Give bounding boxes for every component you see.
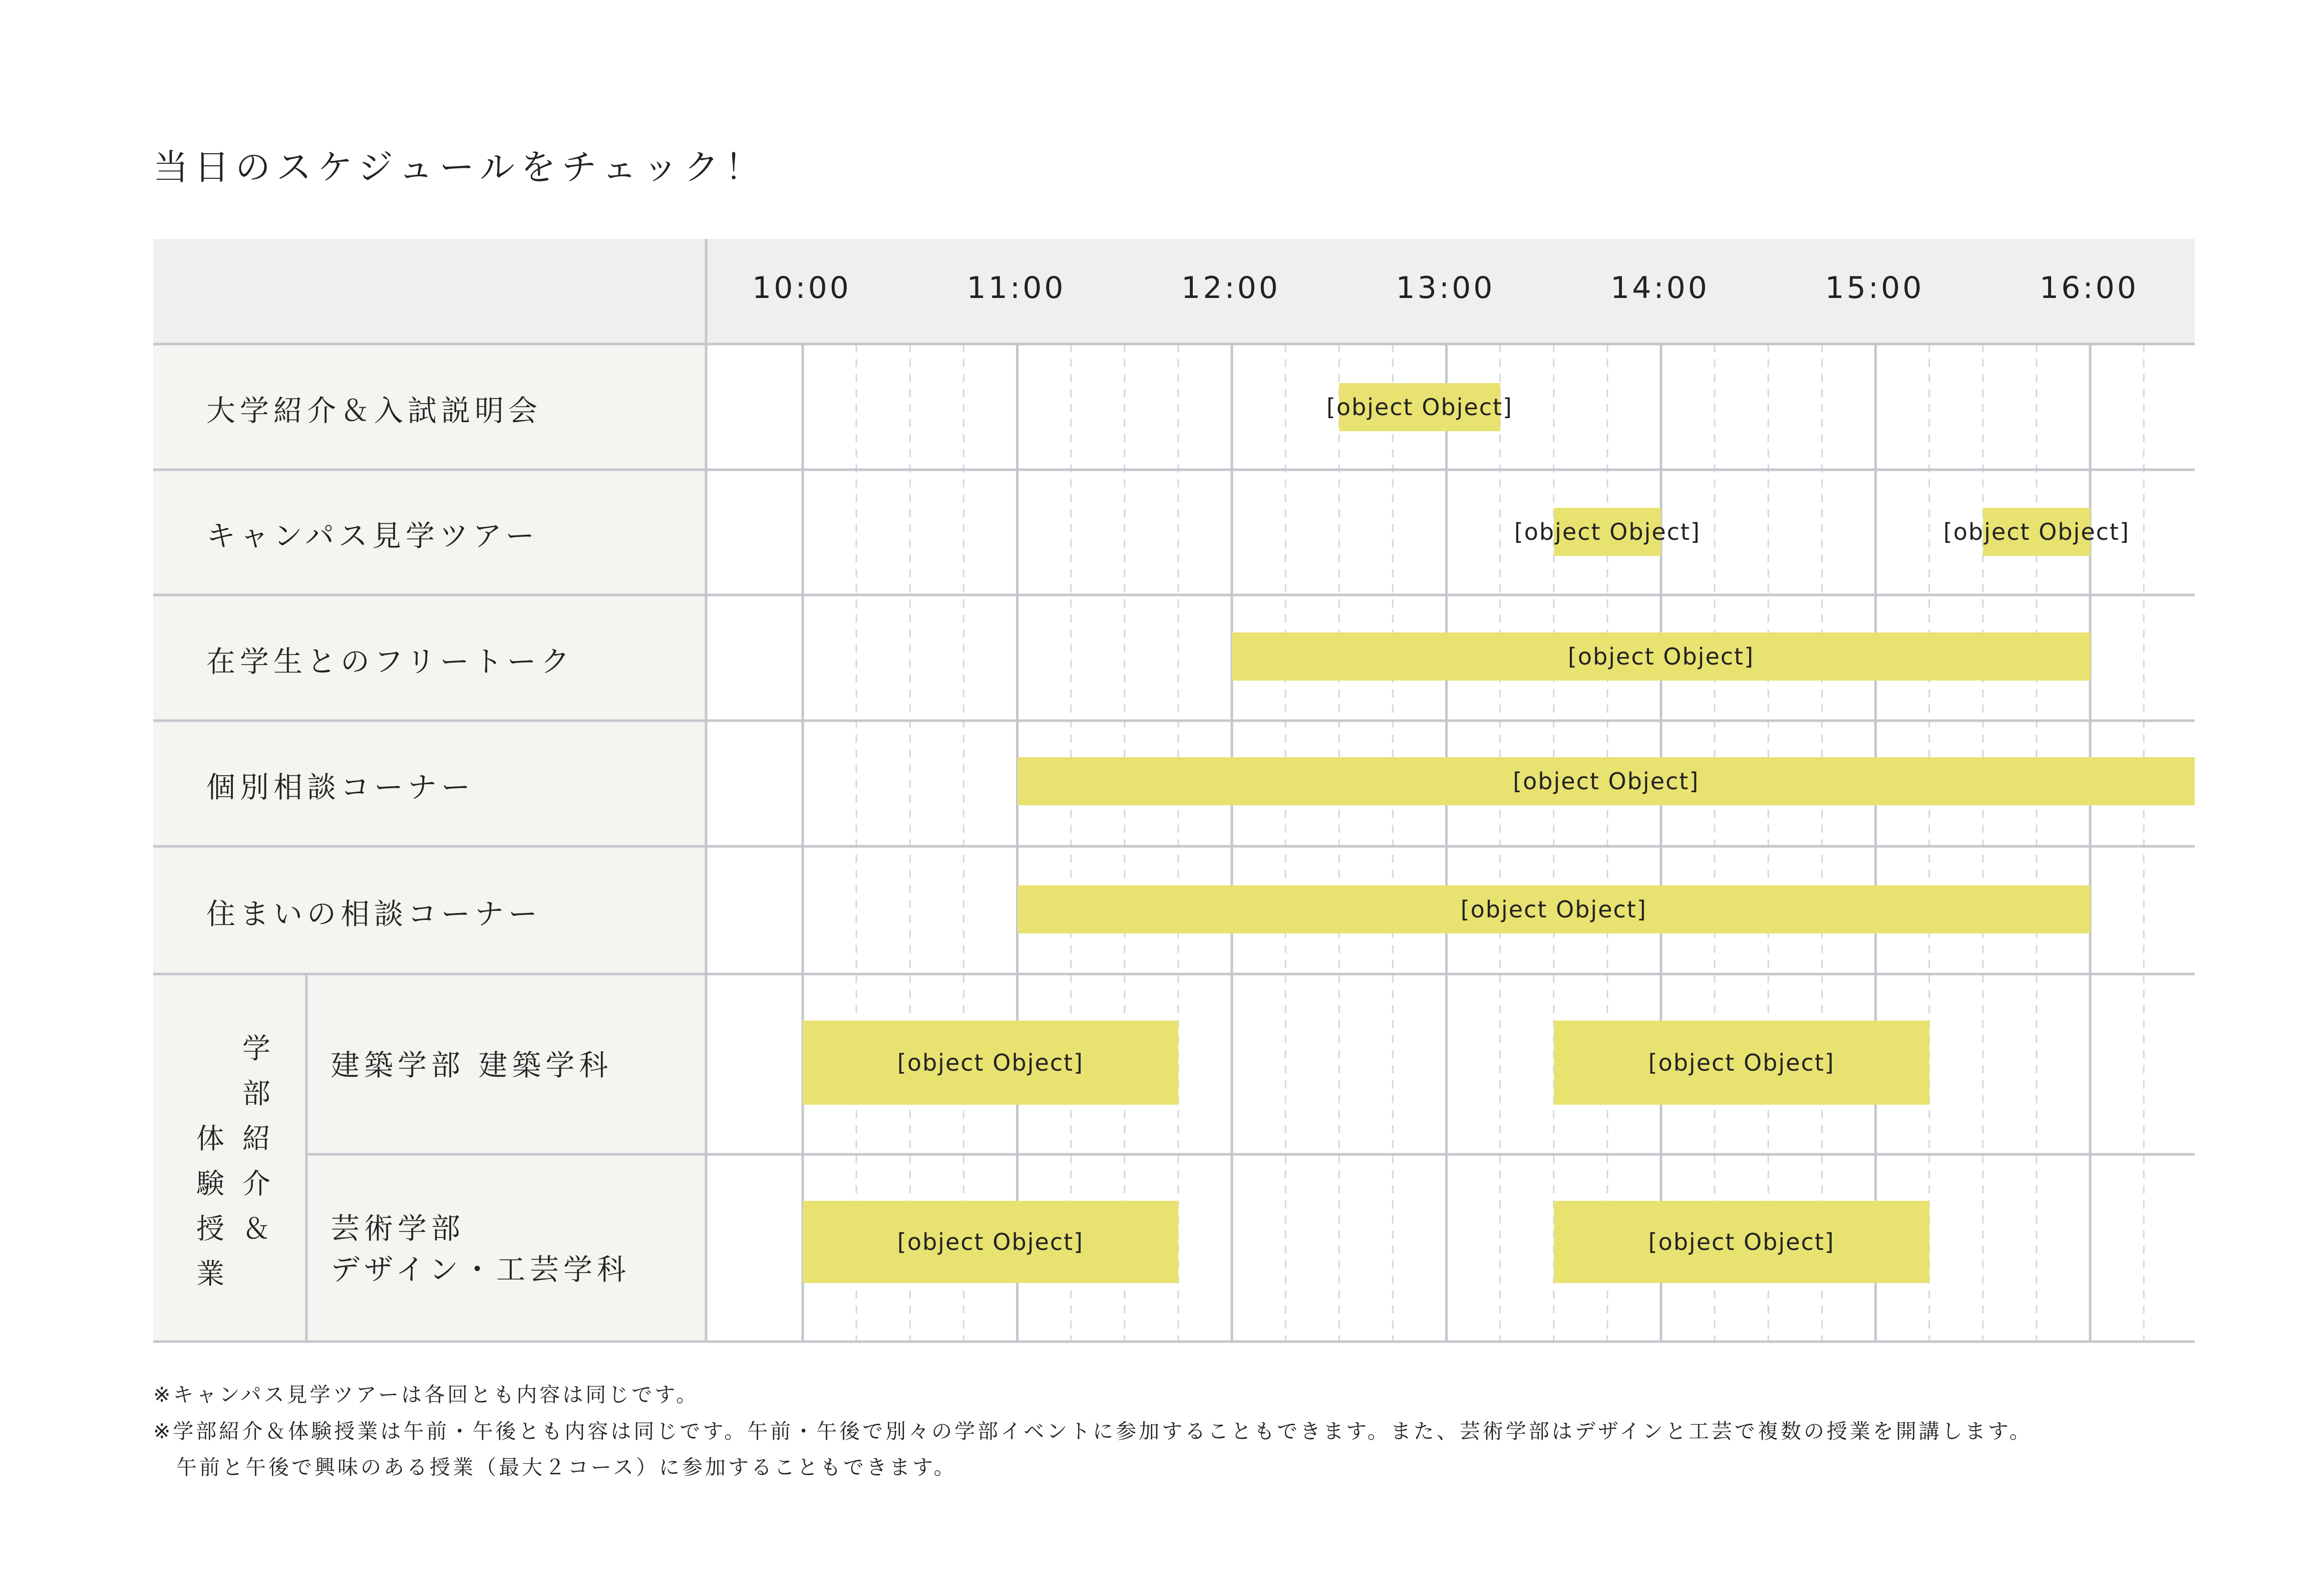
group-label-char: 授	[196, 1213, 224, 1245]
session-time-label: [object Object]	[1513, 768, 1700, 795]
session-bar	[1554, 1201, 1929, 1283]
session-bar	[1514, 508, 1701, 556]
footnote-1: ※キャンパス見学ツアーは各回とも内容は同じです。	[153, 1383, 699, 1407]
department-label-line: 芸術学部	[330, 1211, 465, 1245]
quarter-hour-gridlines	[856, 344, 2144, 1342]
session-time-label: [object Object]	[1648, 1049, 1835, 1076]
session-time-label: [object Object]	[1648, 1228, 1835, 1255]
department-label-line: デザイン・工芸学科	[330, 1252, 630, 1287]
session-bar	[803, 1021, 1178, 1105]
session-bar	[1326, 383, 1513, 431]
session-bar	[1018, 885, 2091, 933]
session-bar	[1554, 1021, 1929, 1105]
session-bar	[803, 1201, 1178, 1283]
hour-gridlines	[803, 344, 2090, 1342]
session-bar	[1943, 508, 2130, 556]
department-label	[330, 1208, 630, 1291]
session-time-label: [object Object]	[1514, 518, 1701, 545]
time-header-label: 11:00	[966, 270, 1066, 305]
group-label-char: 験	[196, 1168, 224, 1200]
session-bar	[1232, 632, 2090, 681]
page-title: 当日のスケジュールをチェック！	[153, 147, 766, 188]
session-time-label: [object Object]	[897, 1049, 1084, 1076]
footnote-3: 午前と午後で興味のある授業（最大２コース）に参加することもできます。	[153, 1455, 957, 1479]
row-label: キャンパス見学ツアー	[206, 519, 539, 553]
group-label-char: 業	[196, 1258, 224, 1291]
time-header-label: 12:00	[1181, 270, 1280, 305]
session-time-label: [object Object]	[1567, 643, 1755, 670]
group-label-char: 部	[242, 1078, 270, 1110]
group-label-char: 体	[196, 1123, 224, 1155]
row-label: 在学生とのフリートーク	[206, 644, 574, 679]
department-label-line: 建築学部 建築学科	[330, 1048, 613, 1082]
group-label-char: 介	[242, 1168, 270, 1200]
row-label: 住まいの相談コーナー	[206, 896, 542, 931]
session-time-label: [object Object]	[897, 1228, 1084, 1255]
time-header-label: 14:00	[1610, 270, 1710, 305]
group-label-char: 紹	[242, 1123, 270, 1155]
group-label-char: 学	[242, 1033, 270, 1065]
time-header-label: 10:00	[752, 270, 851, 305]
time-header-label: 16:00	[2040, 270, 2139, 305]
row-label: 大学紹介＆入試説明会	[206, 393, 542, 428]
session-time-label: [object Object]	[1943, 518, 2130, 545]
label-column-background	[153, 344, 706, 1342]
session-time-label: [object Object]	[1326, 394, 1513, 421]
group-label-column	[240, 1027, 272, 1252]
department-label	[330, 1045, 612, 1086]
group-label-column	[194, 1117, 226, 1297]
row-label: 個別相談コーナー	[206, 770, 475, 804]
session-bar	[1018, 757, 2195, 805]
time-header-label: 13:00	[1396, 270, 1495, 305]
footnote-2: ※学部紹介＆体験授業は午前・午後とも内容は同じです。午前・午後で別々の学部イベントに参加することもできます。また、芸術学部はデザインと工芸で複数の授業を開講します。	[153, 1419, 2033, 1443]
session-time-label: [object Object]	[1460, 896, 1647, 923]
time-header-label: 15:00	[1825, 270, 1924, 305]
group-label-char: ＆	[242, 1213, 270, 1245]
